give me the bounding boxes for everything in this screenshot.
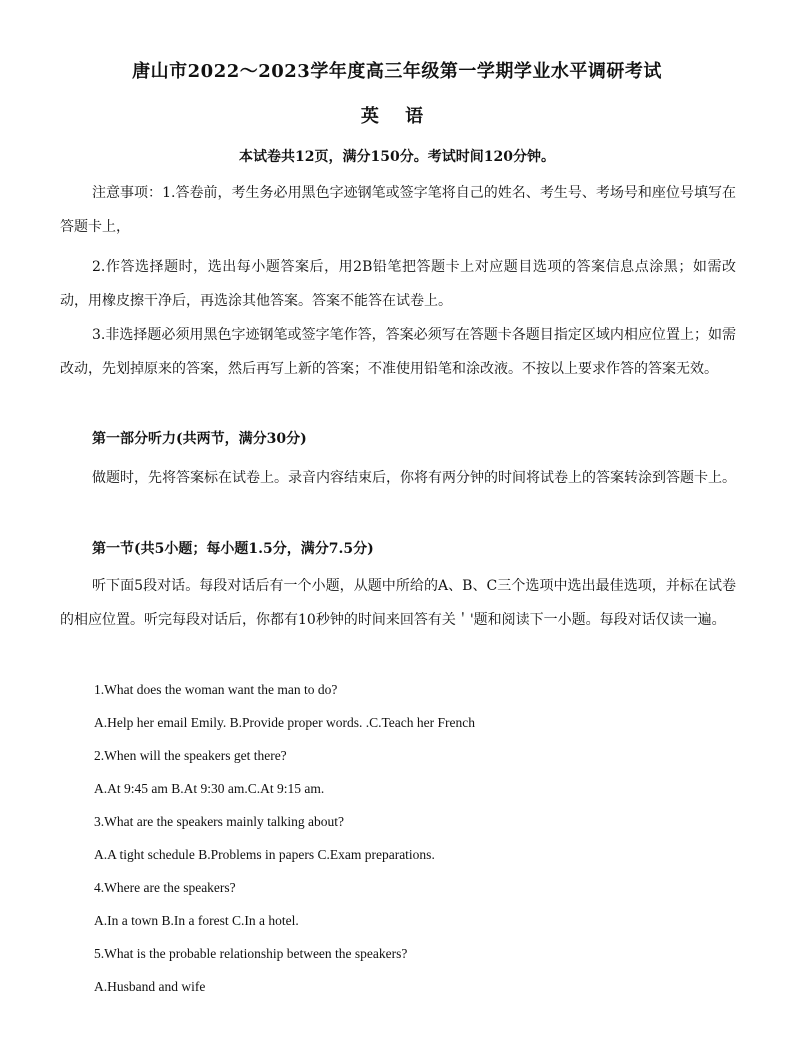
section1-instruction: 听下面5段对话。每段对话后有一个小题，从题中所给的A、B、C三个选项中选出最佳选项，并标在试卷的相应位置。听完每段对话后，你都有10秒钟的时间来回答有关＇'题和阅读下一小题。每段对话仅读一遍。 bbox=[60, 578, 736, 628]
question-4-options: A.In a town B.In a forest C.In a hotel. bbox=[94, 913, 299, 928]
exam-title: 唐山市2022～2023学年度高三年级第一学期学业水平调研考试 bbox=[132, 61, 662, 82]
exam-info: 本试卷共12页，满分150分。考试时间120分钟。 bbox=[239, 149, 555, 165]
question-3-options: A.A tight schedule B.Problems in papers C.Exam preparations. bbox=[94, 847, 435, 862]
question-5: 5.What is the probable relationship between the speakers? bbox=[94, 946, 408, 961]
notes-item-2: 2.作答选择题时，选出每小题答案后，用2B铅笔把答题卡上对应题目选项的答案信息点涂黑；如需改动，用橡皮擦干净后，再选涂其他答案。答案不能答在试卷上。 bbox=[60, 259, 736, 309]
question-1-options: A.Help her email Emily. B.Provide proper words. .C.Teach her French bbox=[94, 715, 475, 730]
question-1: 1.What does the woman want the man to do? bbox=[94, 682, 338, 697]
part1-heading: 第一部分听力(共两节，满分30分) bbox=[92, 431, 307, 447]
notes-label: 注意事项： bbox=[92, 185, 163, 201]
question-3: 3.What are the speakers mainly talking about? bbox=[94, 814, 345, 829]
question-5-options: A.Husband and wife bbox=[94, 979, 206, 994]
notes-item-3: 3.非选择题必须用黑色字迹钢笔或签字笔作答，答案必须写在答题卡各题目指定区域内相应位置上；如需改动，先划掉原来的答案，然后再写上新的答案；不准使用铅笔和涂改液。不按以上要求作答的答案无效。 bbox=[60, 327, 736, 377]
part1-instruction: 做题时，先将答案标在试卷上。录音内容结束后，你将有两分钟的时间将试卷上的答案转涂到答题卡上。 bbox=[92, 470, 736, 486]
question-4: 4.Where are the speakers? bbox=[94, 880, 236, 895]
subject-title: 英 语 bbox=[360, 106, 434, 127]
notes-item-1: 注意事项：1.答卷前，考生务必用黑色字迹钢笔或签字笔将自己的姓名、考生号、考场号和座位号填写在答题卡上， bbox=[60, 185, 737, 235]
question-2-options: A.At 9:45 am B.At 9:30 am.C.At 9:15 am. bbox=[94, 781, 325, 796]
question-2: 2.When will the speakers get there? bbox=[94, 748, 287, 763]
section1-heading: 第一节(共5小题；每小题1.5分，满分7.5分) bbox=[92, 541, 374, 557]
